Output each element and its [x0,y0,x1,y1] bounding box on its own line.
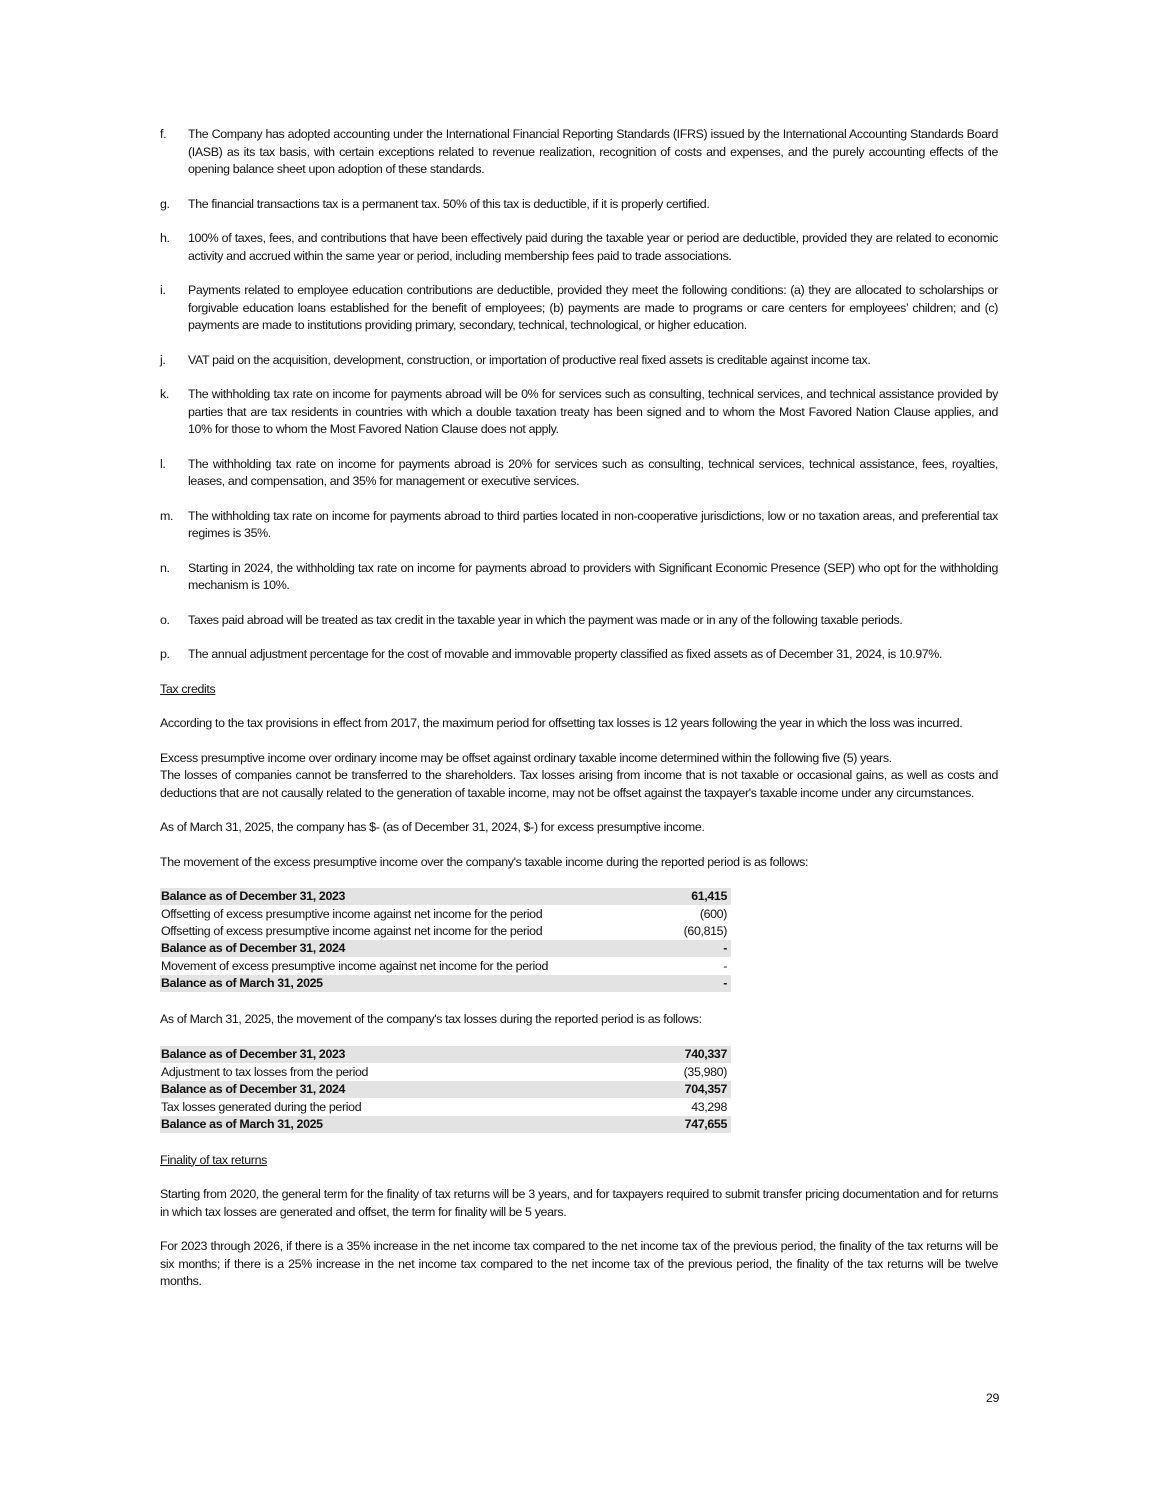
list-item-text: The withholding tax rate on income for payments abroad to third parties located in non-cooperative jurisdictions, low or no taxation areas, and preferential tax regimes is 35%. [188,508,998,540]
paragraph: According to the tax provisions in effect from 2017, the maximum period for offsetting tax losses is 12 years following the year in which the loss was incurred. [160,716,963,730]
list-item-text: VAT paid on the acquisition, development, construction, or importation of productive real fixed assets is creditable against income tax. [188,352,871,367]
list-item [160,508,998,543]
paragraph: Excess presumptive income over ordinary income may be offset against ordinary taxable income determined within the following five (5) years. [160,750,892,765]
row-label: Balance as of March 31, 2025 [160,1116,625,1134]
list-item-letter: i. [160,283,166,297]
excess-presumptive-income-table [160,888,731,993]
list-item-text: Starting in 2024, the withholding tax rate on income for payments abroad to providers with Significant Economic Presence (SEP) who opt for the withholding mechanism is 10%. [188,560,998,592]
balance-row [160,1116,731,1134]
list-item [160,560,998,595]
row-value: 747,655 [625,1116,731,1134]
list-item [160,126,998,179]
tax-losses-table [160,1046,731,1134]
row-value: - [668,975,731,993]
list-item-text: The financial transactions tax is a permanent tax. 50% of this tax is deductible, if it is properly certified. [188,196,710,211]
list-item-text: 100% of taxes, fees, and contributions that have been effectively paid during the taxable year or period are deductible, provided they are related to economic activity and accrued within the same year or period, including membership fees paid to trade associations. [188,231,998,263]
list-item-letter: l. [160,456,166,471]
row-label: Movement of excess presumptive income against net income for the period [161,959,549,973]
row-value: 740,337 [625,1046,731,1064]
row-value: - [723,959,727,973]
paragraph: As of March 31, 2025, the movement of the company's tax losses during the reported period is as follows: [160,1012,702,1026]
list-item-text: Payments related to employee education contributions are deductible, provided they meet the following conditions: (a) they are allocated to scholarships or forgivable education loans established for the benefit of employees; (b) payments are made to programs or care centers for employees’ children; and (c) payments are made to institutions providing primary, secondary, technical, technological, or higher education. [188,283,998,332]
finality-heading: Finality of tax returns [160,1152,267,1167]
list-item [160,612,998,630]
row-label: Balance as of December 31, 2023 [160,888,668,906]
row-label: Balance as of March 31, 2025 [160,975,668,993]
balance-row [160,888,731,906]
tax-provisions-list [160,126,998,664]
list-item [160,230,998,265]
row-label: Balance as of December 31, 2024 [160,940,668,958]
row-value: (35,980) [683,1064,727,1079]
paragraph: Starting from 2020, the general term for the finality of tax returns will be 3 years, and for taxpayers required to submit transfer pricing documentation and for returns in which tax losses are generated and offset, the term for finality will be 5 years. [160,1187,998,1219]
list-item-text: The withholding tax rate on income for payments abroad is 20% for services such as consulting, technical services, technical assistance, fees, royalties, leases, and compensation, and 35% for management or executive services. [188,456,998,488]
list-item [160,352,998,370]
row-label: Offsetting of excess presumptive income against net income for the period [161,907,543,921]
balance-row [160,1046,731,1064]
page-number: 29 [985,1391,999,1405]
row-value: (60,815) [683,924,727,938]
list-item [160,196,998,214]
list-item-text: The annual adjustment percentage for the cost of movable and immovable property classified as fixed assets as of December 31, 2024, is 10.97%. [188,647,943,661]
table-row [160,923,731,940]
page-content [160,126,998,1308]
tax-credits-heading: Tax credits [160,681,216,696]
list-item [160,282,998,335]
list-item-text: The withholding tax rate on income for payments abroad will be 0% for services such as consulting, technical services, and technical assistance provided by parties that are tax residents in countries with which a double taxation treaty has been signed and to whom the Most Favored Nation Clause applies, and 10% for those to whom the Most Favored Nation Clause does not apply. [188,387,998,436]
list-item [160,646,998,664]
balance-row [160,1081,731,1099]
list-item-text: Taxes paid abroad will be treated as tax credit in the taxable year in which the payment was made or in any of the following taxable periods. [188,612,903,627]
row-label: Balance as of December 31, 2023 [160,1046,625,1064]
row-value: 43,298 [691,1099,727,1114]
row-value: 61,415 [668,888,731,906]
paragraph: The losses of companies cannot be transferred to the shareholders. Tax losses arising from income that is not taxable or occasional gains, as well as costs and deductions that are not causally related to the generation of taxable income, may not be offset against the taxpayer's taxable income under any circumstances. [160,768,998,800]
list-item-letter: p. [160,647,170,661]
table-row [160,906,731,924]
list-item-letter: f. [160,127,167,141]
list-item-letter: j. [160,352,166,367]
paragraph: For 2023 through 2026, if there is a 35% increase in the net income tax compared to the net income tax of the previous period, the finality of the tax returns will be six months; if there is a 25% increase in the net income tax compared to the net income tax of the previous period, the finality of the tax returns will be twelve months. [160,1239,998,1288]
list-item-text: The Company has adopted accounting under the International Financial Reporting Standards (IFRS) issued by the International Accounting Standards Board (IASB) as its tax basis, with certain exceptions related to revenue realization, recognition of costs and expenses, and the purely accounting effects of the opening balance sheet upon adoption of these standards. [188,127,998,176]
list-item-letter: h. [160,231,170,245]
row-label: Adjustment to tax losses from the period [161,1064,369,1079]
list-item-letter: o. [160,612,170,627]
row-value: 704,357 [625,1081,731,1099]
list-item [160,456,998,491]
table-row [160,1063,731,1081]
row-value: - [668,940,731,958]
row-label: Offsetting of excess presumptive income against net income for the period [161,924,543,938]
paragraph: The movement of the excess presumptive income over the company's taxable income during the reported period is as follows: [160,854,809,869]
balance-row [160,940,731,958]
balance-row [160,975,731,993]
table-row [160,958,731,976]
row-label: Tax losses generated during the period [161,1099,362,1114]
row-value: (600) [699,907,727,921]
paragraph: As of March 31, 2025, the company has $- (as of December 31, 2024, $-) for excess presumptive income. [160,820,705,834]
list-item-letter: k. [160,387,169,401]
list-item [160,386,998,439]
list-item-letter: m. [160,508,174,523]
list-item-letter: n. [160,560,170,575]
list-item-letter: g. [160,196,170,211]
row-label: Balance as of December 31, 2024 [160,1081,625,1099]
table-row [160,1098,731,1116]
